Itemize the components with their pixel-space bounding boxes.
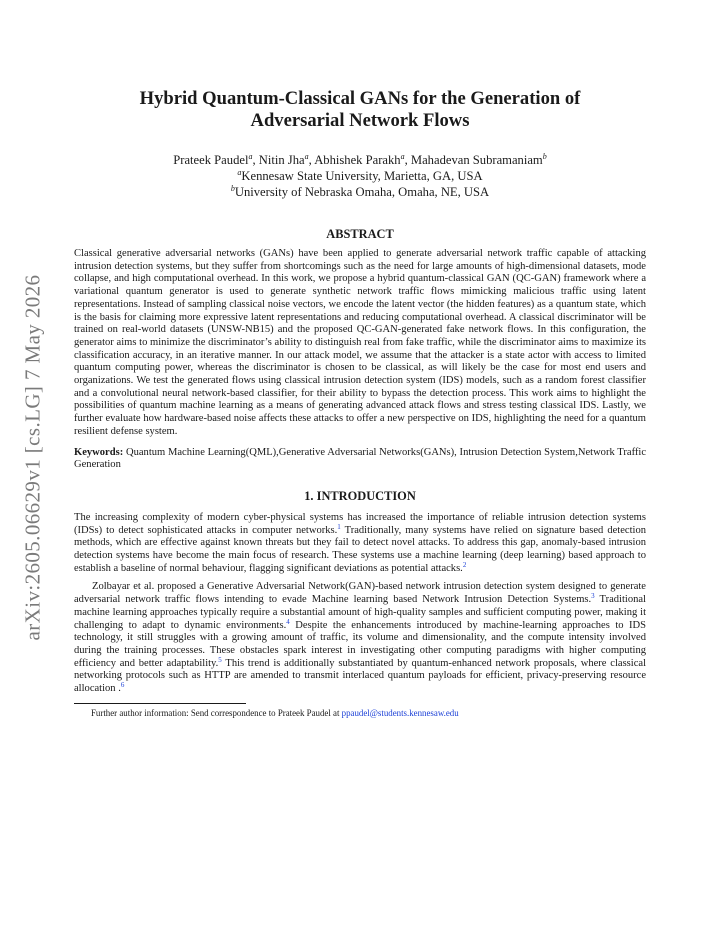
arxiv-identifier-stamp bbox=[18, 262, 48, 652]
citation-link[interactable]: 6 bbox=[120, 681, 125, 690]
paragraph-text: Traditional machine learning approaches typically require a substantial amount of high-quality samples and sufficient computing power, making it challenging to adapt to dynamic environments. bbox=[74, 594, 646, 631]
paper-page bbox=[74, 0, 646, 719]
introduction-paragraph-2 bbox=[74, 581, 646, 695]
author-name: Mahadevan Subramaniam bbox=[410, 153, 543, 167]
title-line-1: Hybrid Quantum-Classical GANs for the Generation of bbox=[139, 88, 581, 109]
author-name: Nitin Jha bbox=[258, 153, 305, 167]
footnote-divider bbox=[74, 703, 246, 704]
author-affiliation-mark: a bbox=[400, 152, 405, 161]
arxiv-identifier-text: arXiv:2605.06629v1 [cs.LG] 7 May 2026 bbox=[20, 274, 45, 640]
abstract-text: Classical generative adversarial networks (GANs) have been applied to generate adversarial network traffic capable of attacking intrusion detection systems, but they suffer from shortcomings such as the need for large amounts of high-dimensional datasets, mode collapse, and high computational overhead. In this work, we propose a hybrid quantum-classical GAN (QC-GAN) framework where a variational quantum generator is used to generate synthetic network traffic flows mimicking malicious traffic using latent representations. Instead of sampling classical noise vectors, we encode the latent vector (the hidden features) as a quantum state, which is the basis for claiming more expressive latent representations and reducing computational overhead. A classical discriminator will be trained on real-world datasets (UNSW-NB15) and the proposed QC-GAN-generated fake network flows. In this configuration, the generator aims to minimize the discriminator’s ability to distinguish real from fake traffic, while the discriminator aims to maximize its classification accuracy, in an iterative manner. In our attack model, we assume that the attacker is a state actor with access to limited quantum computing power, whereas the discriminator is chosen to be classical, as will likely be the case for most end users and organizations. We test the generated flows using classical intrusion detection system (IDS) models, such as a random forest classifier and a convolutional neural network-based classifier, for their ability to bypass the detection process. This work aims to highlight the possibilities of quantum machine learning as a means of generating advanced attack flows and stress testing classical IDS. Lastly, we further evaluate how hardware-based noise affects these attacks to offer a new perspective on IDS, highlighting the need for a quantum resilient defense system. bbox=[74, 248, 646, 437]
keywords-block bbox=[74, 447, 646, 472]
paragraph-text: The increasing complexity of modern cyber-physical systems has increased the importance of reliable intrusion detection systems (IDSs) to detect sophisticated attacks in computer networks. bbox=[74, 511, 646, 536]
citation-link[interactable]: 4 bbox=[286, 617, 290, 626]
affiliation-b bbox=[74, 184, 646, 200]
author-email-link[interactable]: ppaudel@students.kennesaw.edu bbox=[341, 707, 459, 718]
author-separator: , bbox=[308, 153, 315, 167]
introduction-heading: 1. INTRODUCTION bbox=[304, 488, 416, 503]
paper-title bbox=[74, 88, 646, 132]
citation-link[interactable]: 3 bbox=[591, 592, 595, 601]
keywords-text: Quantum Machine Learning(QML),Generative Adversarial Networks(GANs), Intrusion Detection System,Network Traffic Generation bbox=[74, 446, 647, 471]
author-affiliation-mark: a bbox=[248, 152, 253, 161]
abstract-heading: ABSTRACT bbox=[326, 227, 394, 241]
citation-link[interactable]: 2 bbox=[462, 560, 467, 569]
footnote bbox=[74, 708, 646, 719]
title-line-2: Adversarial Network Flows bbox=[250, 110, 470, 131]
paragraph-text: Traditionally, many systems have relied on signature based detection methods, which are effective against known threats but they fail to detect novel attacks. To address this gap, anomaly-based intrusion detection systems have become the main focus of research. These systems use a machine learning (deep learning) based approach to establish a baseline of normal behaviour, flagging significant deviations as potential attacks. bbox=[74, 524, 646, 574]
author-block bbox=[74, 152, 646, 200]
author-names bbox=[74, 152, 646, 168]
citation-link[interactable]: 1 bbox=[337, 522, 341, 531]
author-affiliation-mark: b bbox=[542, 152, 547, 161]
affiliation-a bbox=[74, 168, 646, 184]
paragraph-text: This trend is additionally substantiated by quantum-enhanced network proposals, where classical networking protocols such as HTTP are amended to transmit interlaced quantum payloads for efficient, privacy-preserving resource allocation . bbox=[74, 657, 646, 695]
affiliation-text: Kennesaw State University, Marietta, GA, USA bbox=[241, 169, 483, 183]
affiliation-text: University of Nebraska Omaha, Omaha, NE, USA bbox=[234, 185, 490, 199]
keywords-label: Keywords: bbox=[74, 446, 124, 458]
author-separator: , bbox=[404, 153, 411, 167]
author-affiliation-mark: a bbox=[304, 152, 309, 161]
author-name: Prateek Paudel bbox=[173, 153, 249, 167]
affiliation-mark: a bbox=[237, 168, 242, 177]
author-name: Abhishek Parakh bbox=[314, 153, 401, 167]
introduction-paragraph-1 bbox=[74, 512, 646, 576]
paragraph-text: Zolbayar et al. proposed a Generative Adversarial Network(GAN)-based network intrusion detection system designed to generate adversarial network traffic flows intending to evade Machine learning based Network Intrusion Detection Systems. bbox=[74, 581, 646, 606]
citation-link[interactable]: 5 bbox=[218, 655, 222, 664]
footnote-text: Further author information: Send correspondence to Prateek Paudel at bbox=[91, 707, 342, 718]
affiliation-mark: b bbox=[230, 184, 235, 193]
author-separator: , bbox=[252, 153, 259, 167]
paragraph-text: Despite the enhancements introduced by machine-learning approaches to IDS technology, it still struggles with a growing amount of traffic, its volume and dimensionality, and the compute intensity involved during the training processes. These obstacles spark interest in investigating other computing paradigms with higher computing efficiency and better adaptability. bbox=[74, 619, 646, 669]
